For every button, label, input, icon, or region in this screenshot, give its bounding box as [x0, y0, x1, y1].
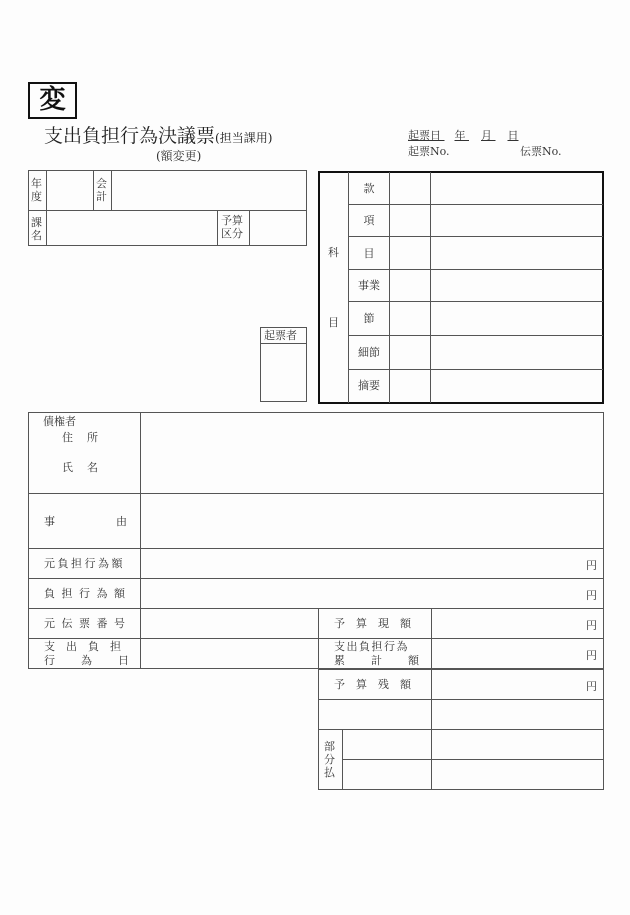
form-title: [44, 121, 272, 148]
divider: [348, 236, 603, 237]
partial-payment-2-amount[interactable]: [433, 761, 602, 788]
divider: [217, 210, 218, 246]
budget-remaining-label: 予算残額: [334, 678, 422, 691]
budget-category-field[interactable]: [251, 212, 305, 244]
divider: [348, 301, 603, 302]
cumulative-label-1: 支出負担行為: [334, 640, 409, 653]
commitment-amount-field[interactable]: [142, 580, 582, 607]
budget-current-field[interactable]: [433, 610, 583, 637]
partial-payment-1-amount[interactable]: [433, 731, 602, 758]
day-label: 日: [507, 129, 519, 142]
yen-unit: 円: [586, 649, 597, 662]
form-subtitle: (額変更): [156, 149, 202, 163]
yen-unit: 円: [586, 589, 597, 602]
divider: [28, 210, 307, 211]
commitment-date-label-1: 支出負担: [44, 640, 132, 653]
original-amount-label: 元負担行為額: [44, 557, 125, 570]
divider: [111, 170, 112, 210]
commitment-date-field[interactable]: [142, 640, 316, 668]
subject-row-kan: 款: [363, 182, 375, 195]
draft-no-label: 起票No.: [408, 145, 450, 158]
original-slip-no-label: 元伝票番号: [44, 617, 132, 630]
subject-group-label-1: 科: [328, 246, 339, 259]
yen-unit: 円: [586, 680, 597, 693]
divider: [93, 170, 94, 210]
subject-row-setsu: 節: [363, 312, 375, 325]
divider: [28, 578, 604, 579]
original-amount-field[interactable]: [142, 550, 582, 577]
divider: [348, 335, 603, 336]
divider: [28, 548, 604, 549]
fiscal-year-label: 年度: [31, 177, 42, 203]
subject-row-jigyou: 事業: [358, 279, 380, 292]
divider: [140, 412, 141, 669]
cumulative-field[interactable]: [433, 640, 583, 668]
drafter-label: 起票者: [264, 329, 297, 342]
creditor-label: [43, 415, 127, 428]
divider: [260, 343, 307, 344]
draft-date-line: [408, 127, 519, 143]
yen-unit: 円: [586, 619, 597, 632]
divider: [342, 759, 604, 760]
creditor-field[interactable]: [142, 414, 602, 492]
divider: [28, 638, 604, 639]
subject-row-tekiyou: 摘要: [358, 379, 380, 392]
drafter-seal-field[interactable]: [262, 345, 305, 400]
reason-field[interactable]: [142, 495, 602, 547]
divider: [342, 729, 343, 790]
blank-value-field[interactable]: [433, 701, 602, 728]
original-slip-no-field[interactable]: [142, 610, 316, 637]
budget-current-label: 予算現額: [334, 617, 422, 630]
account-label: 会計: [96, 177, 107, 203]
divider: [348, 269, 603, 270]
divider: [28, 493, 604, 494]
commitment-date-label-2: 行為日: [44, 654, 155, 667]
budget-remaining-field[interactable]: [433, 671, 583, 698]
partial-payment-1-field[interactable]: [344, 731, 429, 758]
divider: [348, 204, 603, 205]
form-title-suffix: (担当課用): [215, 131, 273, 145]
section-name-field[interactable]: [48, 212, 215, 244]
divider: [348, 369, 603, 370]
reason-label-2: 由: [116, 515, 127, 528]
month-label: 月: [481, 129, 492, 142]
divider: [318, 699, 604, 700]
draft-date-label: 起票日: [408, 129, 441, 142]
slip-no-label: 伝票No.: [520, 145, 562, 158]
divider: [318, 729, 604, 730]
yen-unit: 円: [586, 559, 597, 572]
commitment-amount-label: 負担行為額: [44, 587, 132, 600]
fiscal-year-field[interactable]: [48, 172, 91, 208]
divider: [46, 170, 47, 246]
name-label: 氏名: [62, 461, 112, 474]
year-label: 年: [454, 129, 466, 142]
budget-category-label: 予算区分: [221, 214, 243, 240]
partial-payment-2-field[interactable]: [344, 761, 429, 788]
cumulative-label-2: 累計額: [334, 654, 445, 667]
subject-row-moku: 目: [363, 247, 375, 260]
reason-label-1: 事: [44, 515, 55, 528]
divider: [28, 608, 604, 609]
subject-group-label-2: 目: [328, 316, 339, 329]
divider: [249, 210, 250, 246]
account-field[interactable]: [113, 172, 305, 208]
section-name-label: 課名: [31, 216, 42, 242]
subject-row-kou: 項: [363, 214, 375, 227]
creditor-text: 債権者: [43, 415, 76, 428]
partial-payment-label: 部分払: [324, 740, 335, 779]
change-stamp: 変: [28, 82, 77, 119]
subject-row-saisetsu: 細節: [358, 346, 380, 359]
address-label: 住所: [62, 431, 112, 444]
blank-label-field[interactable]: [320, 701, 429, 728]
form-title-main: 支出負担行為決議票: [44, 125, 216, 147]
